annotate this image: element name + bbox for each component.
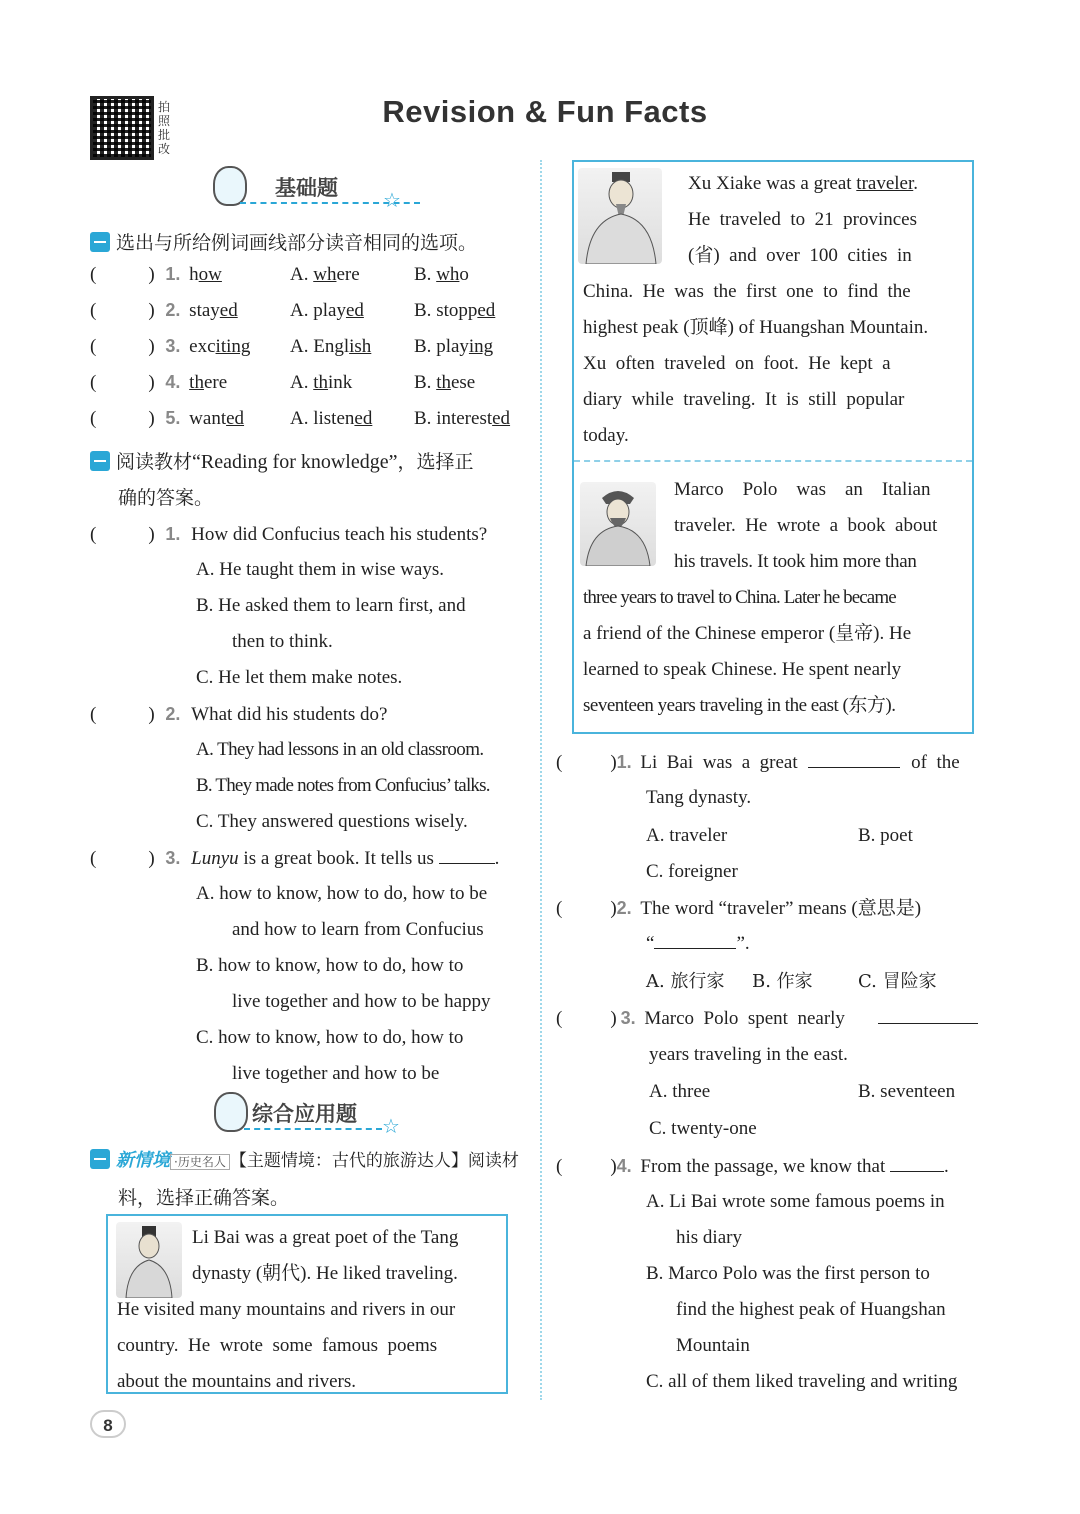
question-2: ( )2. The word “traveler” means (意思是) [556,898,922,919]
marco-line-2: traveler. He wrote a book about [674,515,938,536]
option-b-cont: live together and how to be happy [232,991,491,1012]
option-b: B. 作家 [752,971,813,992]
marco-line-7: seventeen years traveling in the east (东方). [583,695,896,716]
option-b: B. Marco Polo was the first person to [646,1263,930,1284]
option-c: C. foreigner [646,861,738,882]
option-b: B. They made notes from Confucius’ talks. [196,775,490,796]
li-bai-line-1: Li Bai was a great poet of the Tang [192,1227,459,1248]
list-item: ( ) 1. how [90,264,222,285]
option-a: A. think [290,372,353,393]
option-c: C. He let them make notes. [196,667,403,688]
option-b: B. stopped [414,300,496,321]
question-1: ( )1. Li Bai was a great of the [556,752,960,773]
li-bai-line-4: country. He wrote some famous poems [117,1335,438,1356]
instruction-part3: 新情境 ·历史名人 【主题情境：古代的旅游达人】阅读材 料，选择正确答案。 [90,1142,535,1216]
portrait-xu-xiake [578,168,662,264]
option-a-cont: his diary [676,1227,742,1248]
option-c: C. 冒险家 [858,971,937,992]
page-number: 8 [90,1410,126,1438]
option-a: A. where [290,264,360,285]
answer-blank[interactable] [890,1171,944,1172]
option-b: B. seventeen [858,1081,956,1102]
option-b: B. playing [414,336,494,357]
option-b-cont: then to think. [232,631,333,652]
option-a: A. how to know, how to do, how to be [196,883,488,904]
answer-blank[interactable] [654,948,736,949]
list-item: ( ) 2. stayed [90,300,238,321]
question-2: ( ) 2. What did his students do? [90,704,388,725]
option-a: A. traveler [646,825,728,846]
question-1-cont: Tang dynasty. [646,787,752,808]
xu-line-6: Xu often traveled on foot. He kept a [583,353,891,374]
answer-blank[interactable] [878,1023,978,1024]
option-b: B. interested [414,408,511,429]
part-three-icon [90,1149,110,1169]
xu-line-8: today. [583,425,629,446]
question-4: ( )4. From the passage, we know that . [556,1156,949,1177]
page-title: Revision & Fun Facts [382,94,708,129]
question-3: ( ) 3. Lunyu is a great book. It tells us . [90,848,500,869]
instruction-part2: 阅读教材“Reading for knowledge”，选择正 确的答案。 [90,444,530,516]
marco-line-3: his travels. It took him more than [674,551,917,572]
xu-line-2: He traveled to 21 provinces [688,209,917,230]
answer-blank[interactable] [439,863,495,864]
marco-line-6: learned to speak Chinese. He spent nearly [583,659,902,680]
option-c: C. They answered questions wisely. [196,811,468,832]
star-icon: ☆ [382,1114,400,1138]
marco-line-5: a friend of the Chinese emperor (皇帝). He [583,623,912,644]
section-heading-basic: 基础题 ☆ [275,172,338,202]
option-b: B. who [414,264,469,285]
li-bai-line-3: He visited many mountains and rivers in our [117,1299,456,1320]
option-a: A. played [290,300,364,321]
question-2-cont: “ ”. [646,933,750,954]
xu-line-5: highest peak (顶峰) of Huangshan Mountain. [583,317,929,338]
option-b: B. He asked them to learn first, and [196,595,466,616]
list-item: ( ) 5. wanted [90,408,245,429]
option-c-cont: live together and how to be [232,1063,440,1084]
answer-blank[interactable] [808,767,900,768]
part-one-icon [90,232,110,252]
mascot-icon [213,166,247,206]
xu-line-7: diary while traveling. It is still popular [583,389,905,410]
part-two-icon [90,451,110,471]
passage-divider [574,460,972,462]
xu-line-3: (省) and over 100 cities in [688,245,912,266]
question-3: ( ) 3. Marco Polo spent nearly [556,1000,978,1037]
option-a: A. They had lessons in an old classroom. [196,739,484,760]
option-b-cont: Mountain [676,1335,750,1356]
portrait-li-bai [116,1222,182,1298]
option-a: A. three [649,1081,711,1102]
passage-travelers [572,160,974,734]
option-a-cont: and how to learn from Confucius [232,919,484,940]
option-b-cont: find the highest peak of Huangshan [676,1299,946,1320]
li-bai-line-2: dynasty (朝代). He liked traveling. [192,1263,458,1284]
qr-label: 拍照批改 [158,100,171,156]
star-icon: ☆ [383,188,401,212]
option-b: B. poet [858,825,913,846]
instruction-part1: 选出与所给例词画线部分读音相同的选项。 [90,228,477,255]
marco-line-4: three years to travel to China. Later he became [583,587,896,608]
option-a: A. English [290,336,372,357]
option-a: A. 旅行家 [646,971,725,992]
list-item: ( ) 3. exciting [90,336,251,357]
mascot-icon [214,1092,248,1132]
option-c: C. twenty-one [649,1118,757,1139]
option-a: A. listened [290,408,373,429]
section-heading-applied: 综合应用题 ☆ [252,1098,357,1128]
portrait-marco-polo [580,482,656,566]
option-c: C. all of them liked traveling and writing [646,1371,958,1392]
li-bai-line-5: about the mountains and rivers. [117,1371,357,1392]
option-a: A. Li Bai wrote some famous poems in [646,1191,945,1212]
option-c: C. how to know, how to do, how to [196,1027,464,1048]
option-a: A. He taught them in wise ways. [196,559,445,580]
passage-li-bai [106,1214,508,1394]
xu-line-4: China. He was the first one to find the [583,281,911,302]
marco-line-1: Marco Polo was an Italian [674,479,931,500]
question-3-cont: years traveling in the east. [649,1044,848,1065]
option-b: B. how to know, how to do, how to [196,955,464,976]
xu-line-1: Xu Xiake was a great traveler. [688,173,919,194]
list-item: ( ) 4. there [90,372,228,393]
option-b: B. these [414,372,476,393]
question-1: ( ) 1. How did Confucius teach his students? [90,524,488,545]
column-divider [540,160,542,1400]
